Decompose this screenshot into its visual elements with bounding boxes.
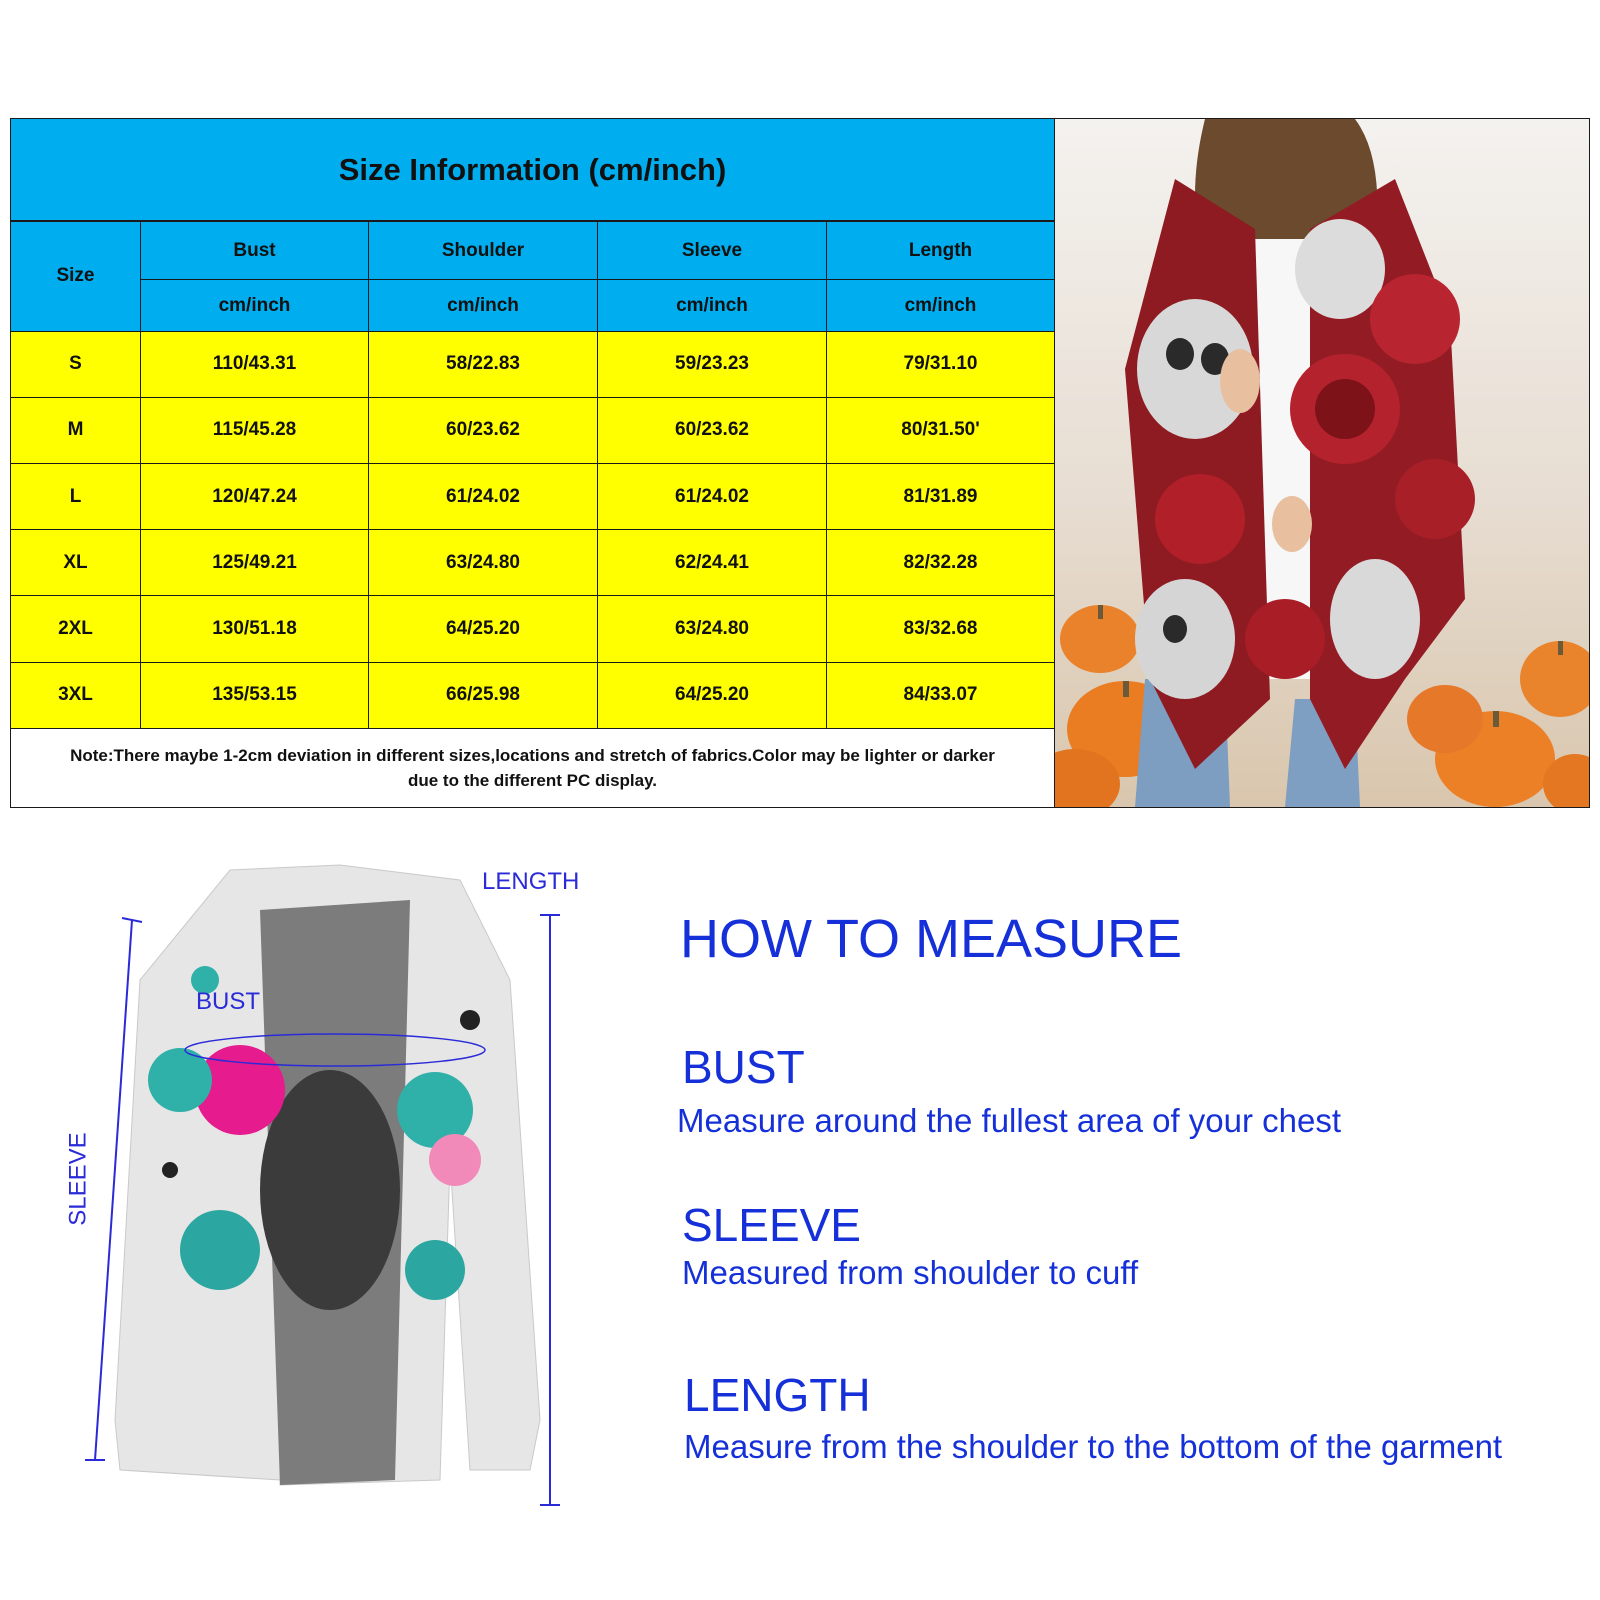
length-cell: 83/32.68 bbox=[827, 596, 1055, 662]
size-cell: 3XL bbox=[11, 662, 141, 728]
sleeve-cell: 59/23.23 bbox=[598, 331, 827, 397]
table-row bbox=[11, 331, 1055, 397]
table-title: Size Information (cm/inch) bbox=[11, 119, 1055, 222]
bust-instruction: Measure around the fullest area of your chest bbox=[677, 1102, 1342, 1139]
how-to-measure-title: HOW TO MEASURE bbox=[680, 909, 1183, 969]
size-table bbox=[10, 118, 1055, 808]
size-cell: L bbox=[11, 463, 141, 529]
sleeve-heading: SLEEVE bbox=[682, 1199, 861, 1251]
bust-cell: 135/53.15 bbox=[141, 662, 369, 728]
length-diagram-label: LENGTH bbox=[482, 868, 580, 895]
size-column-header: Size bbox=[11, 221, 141, 331]
size-cell: 2XL bbox=[11, 596, 141, 662]
length-cell: 82/32.28 bbox=[827, 530, 1055, 596]
unit-label: cm/inch bbox=[827, 280, 1055, 331]
length-column-header: Length bbox=[827, 221, 1055, 280]
bust-cell: 125/49.21 bbox=[141, 530, 369, 596]
size-cell: XL bbox=[11, 530, 141, 596]
sleeve-cell: 61/24.02 bbox=[598, 463, 827, 529]
bust-diagram-label: BUST bbox=[196, 988, 261, 1015]
bust-cell: 110/43.31 bbox=[141, 331, 369, 397]
table-row bbox=[11, 662, 1055, 728]
table-row bbox=[11, 463, 1055, 529]
table-note bbox=[11, 728, 1055, 807]
bust-cell: 120/47.24 bbox=[141, 463, 369, 529]
shoulder-cell: 61/24.02 bbox=[369, 463, 598, 529]
size-cell: M bbox=[11, 397, 141, 463]
length-heading: LENGTH bbox=[684, 1369, 871, 1421]
length-cell: 79/31.10 bbox=[827, 331, 1055, 397]
table-row bbox=[11, 596, 1055, 662]
length-cell: 80/31.50' bbox=[827, 397, 1055, 463]
size-cell: S bbox=[11, 331, 141, 397]
length-instruction: Measure from the shoulder to the bottom of the garment bbox=[684, 1428, 1503, 1465]
bust-cell: 130/51.18 bbox=[141, 596, 369, 662]
bust-column-header: Bust bbox=[141, 221, 369, 280]
sleeve-instruction: Measured from shoulder to cuff bbox=[682, 1254, 1139, 1291]
shoulder-cell: 58/22.83 bbox=[369, 331, 598, 397]
bust-cell: 115/45.28 bbox=[141, 397, 369, 463]
unit-label: cm/inch bbox=[369, 280, 598, 331]
unit-label: cm/inch bbox=[598, 280, 827, 331]
shoulder-cell: 66/25.98 bbox=[369, 662, 598, 728]
sleeve-cell: 63/24.80 bbox=[598, 596, 827, 662]
sleeve-diagram-label: SLEEVE bbox=[64, 1132, 92, 1226]
note-line: Note:There maybe 1-2cm deviation in different sizes,locations and stretch of fabrics.Color may be lighter or darker bbox=[70, 745, 995, 765]
table-row bbox=[11, 397, 1055, 463]
unit-label: cm/inch bbox=[141, 280, 369, 331]
measurement-diagram bbox=[40, 860, 640, 1560]
cardigan-diagram bbox=[40, 860, 640, 1560]
shoulder-cell: 64/25.20 bbox=[369, 596, 598, 662]
length-cell: 84/33.07 bbox=[827, 662, 1055, 728]
bust-heading: BUST bbox=[682, 1041, 805, 1093]
shoulder-column-header: Shoulder bbox=[369, 221, 598, 280]
product-photo bbox=[1054, 118, 1590, 808]
shoulder-cell: 63/24.80 bbox=[369, 530, 598, 596]
length-cell: 81/31.89 bbox=[827, 463, 1055, 529]
sleeve-column-header: Sleeve bbox=[598, 221, 827, 280]
sleeve-cell: 64/25.20 bbox=[598, 662, 827, 728]
shoulder-cell: 60/23.62 bbox=[369, 397, 598, 463]
table-row bbox=[11, 530, 1055, 596]
note-line: due to the different PC display. bbox=[407, 770, 658, 790]
sleeve-cell: 60/23.62 bbox=[598, 397, 827, 463]
sleeve-cell: 62/24.41 bbox=[598, 530, 827, 596]
